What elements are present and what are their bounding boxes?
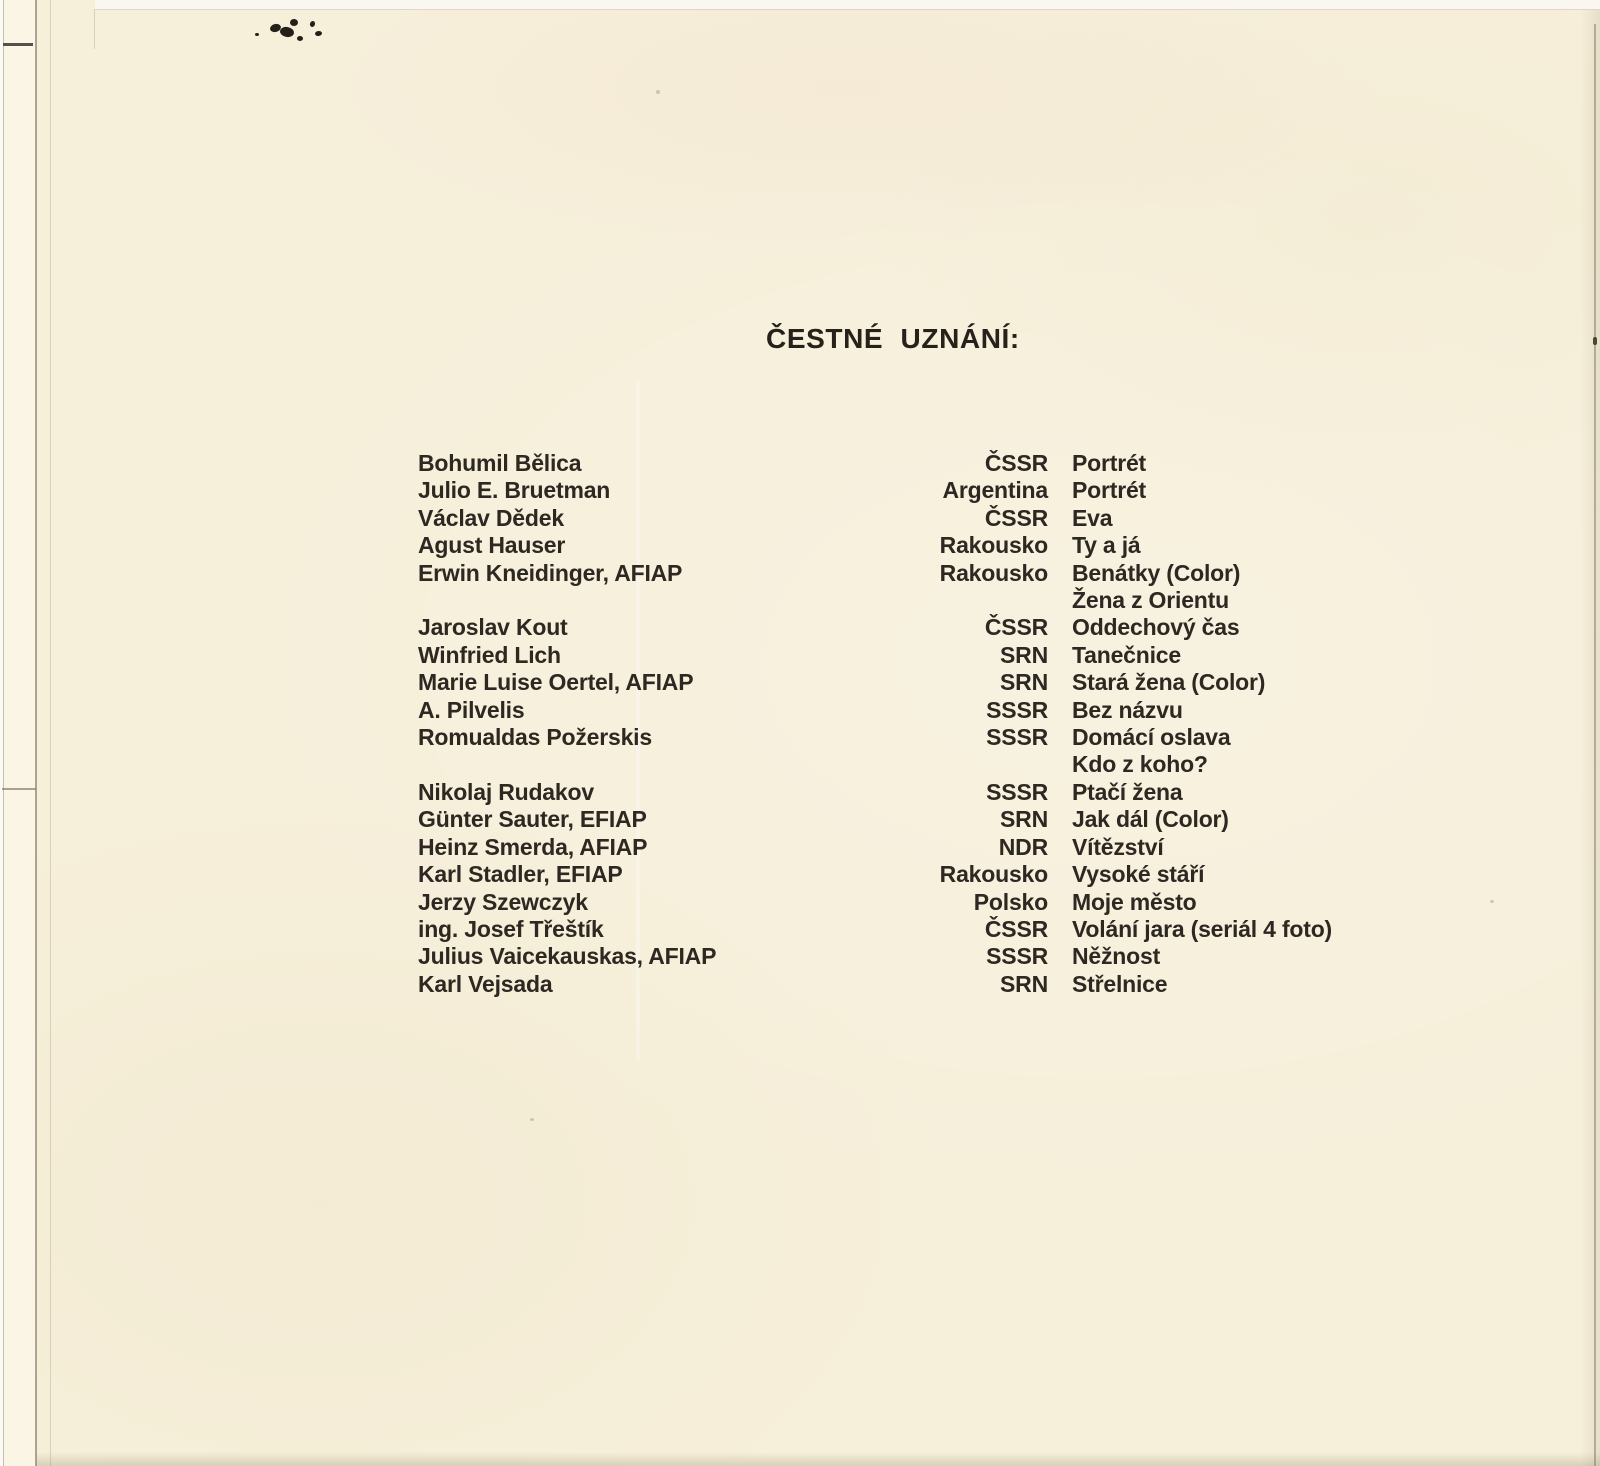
scanner-backing-top	[95, 0, 1600, 10]
award-row	[418, 834, 1376, 861]
award-title: Portrét	[1072, 477, 1147, 504]
award-name: Julius Vaicekauskas, AFIAP	[418, 943, 717, 970]
award-row	[418, 751, 1376, 778]
award-row	[418, 889, 1376, 916]
edge-dash-mark	[3, 43, 33, 46]
ink-blot-dot	[255, 33, 259, 36]
award-name: Agust Hauser	[418, 532, 566, 559]
binding-crease-faint-line	[50, 0, 51, 1466]
page-title: ČESTNÉ UZNÁNÍ:	[766, 322, 1020, 354]
award-name: Nikolaj Rudakov	[418, 778, 594, 805]
award-country: Polsko	[973, 888, 1048, 915]
award-name: Winfried Lich	[418, 641, 561, 668]
award-row	[418, 450, 1376, 477]
award-country: SRN	[1000, 970, 1048, 997]
award-country: ČSSR	[984, 450, 1048, 476]
ink-blot-dot	[297, 36, 303, 41]
award-country	[897, 751, 1048, 778]
award-title: Ptačí žena	[1072, 778, 1183, 805]
dust-speck	[656, 90, 660, 94]
award-title: Žena z Orientu	[1072, 587, 1229, 614]
award-country: Argentina	[942, 477, 1048, 504]
award-row	[418, 669, 1376, 696]
awards-table	[418, 450, 1376, 998]
award-row	[418, 560, 1376, 587]
award-country: Rakousko	[939, 532, 1048, 559]
right-edge-speck	[1593, 337, 1597, 345]
award-row	[418, 916, 1376, 943]
award-row	[418, 779, 1376, 806]
award-country: ČSSR	[984, 504, 1048, 531]
award-title: Oddechový čas	[1072, 614, 1240, 641]
dust-speck	[530, 1118, 534, 1121]
scan-bottom-shadow	[36, 1452, 1600, 1466]
award-title: Domácí oslava	[1072, 724, 1231, 751]
award-title: Vítězství	[1072, 833, 1164, 860]
binding-crease-line	[35, 0, 37, 1466]
award-title: Ty a já	[1072, 532, 1141, 559]
award-row	[418, 806, 1376, 833]
award-name: Heinz Smerda, AFIAP	[418, 833, 648, 860]
award-name: Karl Vejsada	[418, 970, 553, 997]
award-title: Volání jara (seriál 4 foto)	[1072, 915, 1333, 942]
award-name: A. Pilvelis	[418, 696, 525, 723]
award-title: Vysoké stáří	[1072, 861, 1205, 888]
award-name: Günter Sauter, EFIAP	[418, 806, 647, 833]
award-country: SSSR	[986, 696, 1048, 723]
award-name: Jerzy Szewczyk	[418, 888, 588, 915]
award-row	[418, 587, 1376, 614]
award-name: Marie Luise Oertel, AFIAP	[418, 669, 694, 696]
award-row	[418, 861, 1376, 888]
award-row	[418, 697, 1376, 724]
award-row	[418, 505, 1376, 532]
award-title: Eva	[1072, 504, 1113, 531]
award-title: Stará žena (Color)	[1072, 669, 1266, 696]
award-name: Julio E. Bruetman	[418, 477, 611, 504]
award-row	[418, 943, 1376, 970]
award-country: NDR	[998, 833, 1048, 860]
award-title: Benátky (Color)	[1072, 559, 1241, 586]
award-row	[418, 971, 1376, 998]
adjacent-page-edge-strip	[4, 0, 36, 1466]
award-title: Jak dál (Color)	[1072, 806, 1229, 833]
award-name: Romualdas Požerskis	[418, 724, 652, 751]
award-country: ČSSR	[984, 915, 1048, 942]
award-title: Kdo z koho?	[1072, 751, 1208, 778]
award-title: Střelnice	[1072, 970, 1168, 997]
award-row	[418, 532, 1376, 559]
award-name: Karl Stadler, EFIAP	[418, 861, 623, 888]
award-country: SSSR	[986, 943, 1048, 970]
award-name: ing. Josef Třeštík	[418, 915, 604, 942]
ink-blot-dot	[290, 19, 298, 26]
award-row	[418, 724, 1376, 751]
award-title: Tanečnice	[1072, 641, 1181, 668]
award-title: Něžnost	[1072, 943, 1161, 970]
award-country: Rakousko	[939, 861, 1048, 888]
award-row	[418, 477, 1376, 504]
award-country: SRN	[1000, 669, 1048, 696]
award-country: Rakousko	[939, 559, 1048, 586]
award-title: Portrét	[1072, 450, 1147, 476]
edge-horizontal-crease	[2, 788, 36, 790]
award-country	[897, 587, 1048, 614]
award-country: SSSR	[986, 724, 1048, 751]
award-country: SSSR	[986, 778, 1048, 805]
award-name	[418, 751, 873, 778]
award-row	[418, 614, 1376, 641]
award-name: Václav Dědek	[418, 504, 564, 531]
award-country: ČSSR	[984, 614, 1048, 641]
award-country: SRN	[1000, 806, 1048, 833]
page-right-edge-line	[1594, 24, 1596, 1466]
award-name: Erwin Kneidinger, AFIAP	[418, 559, 683, 586]
award-country: SRN	[1000, 641, 1048, 668]
dust-speck	[1490, 900, 1494, 903]
award-title: Moje město	[1072, 888, 1197, 915]
award-name	[418, 587, 873, 614]
award-name: Jaroslav Kout	[418, 614, 568, 641]
award-row	[418, 642, 1376, 669]
award-name: Bohumil Bělica	[418, 450, 582, 476]
award-title: Bez názvu	[1072, 696, 1183, 723]
page-corner-fold-line	[94, 9, 95, 49]
